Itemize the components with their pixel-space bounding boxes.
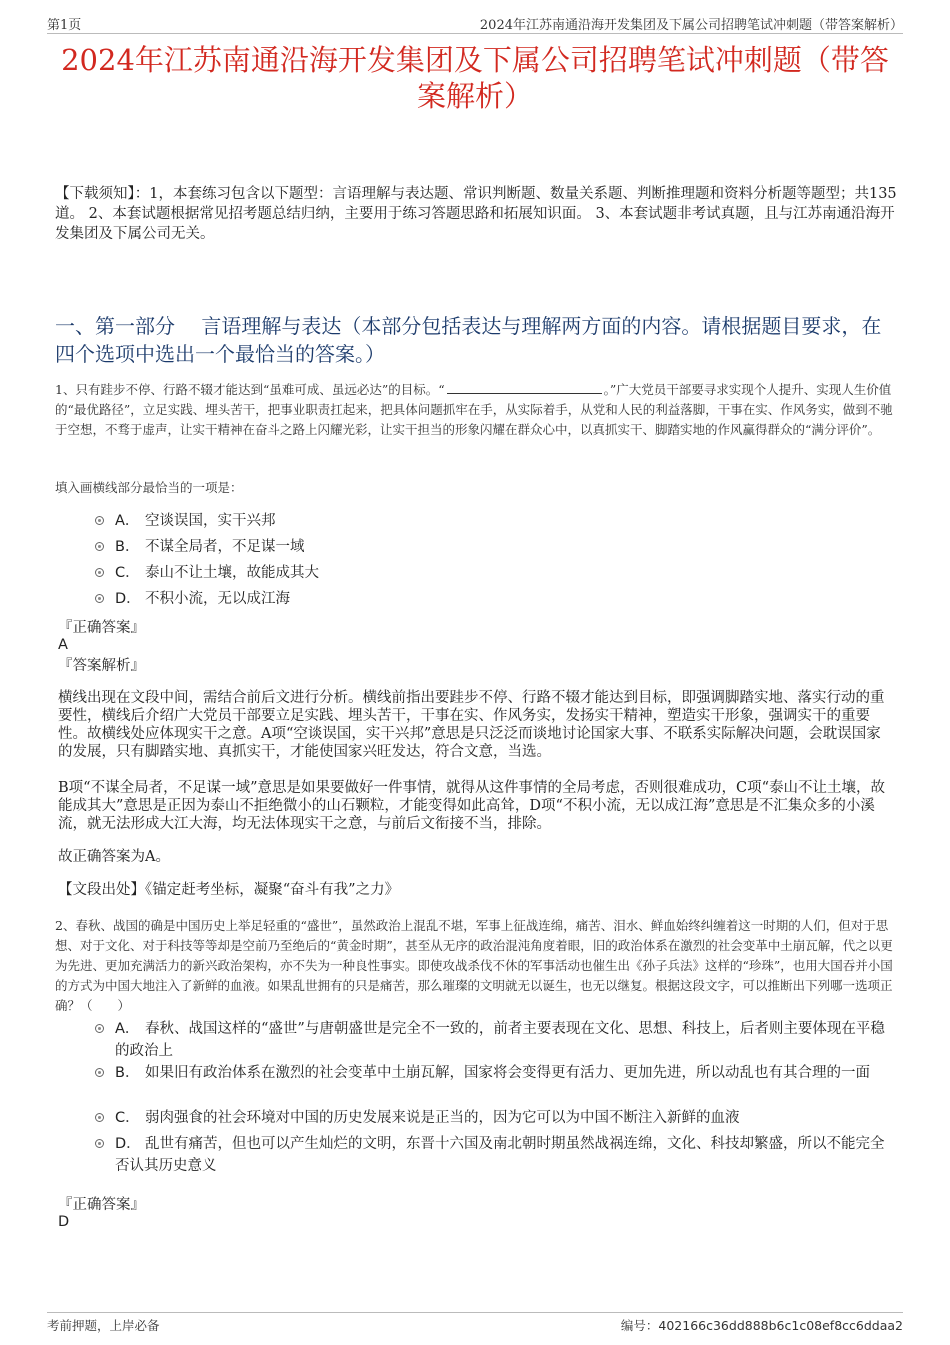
question-1-option-d[interactable]: D． 不积小流，无以成江海 [95, 588, 890, 610]
question-1-analysis-label: 『答案解析』 [58, 658, 145, 674]
question-1-stem-after: 。”广大党员干部要寻求实现个人提升、实现人生价值的“最优路径”，立足实践、埋头苦干，把事业职责扛起来，把具体问题抓牢在手，从实际着手，从党和人民的利益落脚，干事在实、作风务实，做到不驰于空想，不骛于虚声，让实干精神在奋斗之路上闪耀光彩，让实干担当的形象闪耀在群众心中，以真抓实干、脚踏实地的作风赢得群众的“满分评价”。 [55, 382, 893, 437]
question-1-option-b[interactable]: B． 不谋全局者，不足谋一域 [95, 536, 890, 558]
footer-code: 编号：402166c36dd888b6c1c08ef8cc6ddaa2 [620, 1318, 903, 1333]
radio-icon[interactable] [95, 542, 104, 551]
footer-slogan: 考前押题，上岸必备 [47, 1318, 160, 1333]
question-1-analysis-p1: 横线出现在文段中间，需结合前后文进行分析。横线前指出要跬步不停、行路不辍才能达到目标，即强调脚踏实地、落实行动的重要性，横线后介绍广大党员干部要立足实践、埋头苦干，干事在实、作风务实，发扬实干精神，塑造实干形象，强调实干的重要性。故横线处应体现实干之意。A项“空谈误国，实干兴邦”意思是只泛泛而谈地讨论国家大事、不联系实际解决问题，会耽误国家的发展，只有脚踏实地、真抓实干，才能使国家兴旺发达，符合文意，当选。 [58, 690, 885, 760]
question-2-option-a[interactable]: A． 春秋、战国这样的“盛世”与唐朝盛世是完全不一致的，前者主要表现在文化、思想、科技上，后者则主要体现在平稳的政治上 [95, 1018, 890, 1062]
question-1-analysis-p2: B项“不谋全局者，不足谋一域”意思是如果要做好一件事情，就得从这件事情的全局考虑，否则很难成功，C项“泰山不让土壤，故能成其大”意思是正因为泰山不拒绝微小的山石颗粒，才能变得如此高耸，D项“不积小流，无以成江海”意思是不汇集众多的小溪流，就无法形成大江大海，均无法体现实干之意，与前后文衔接不当，排除。 [58, 780, 885, 832]
question-2-option-b[interactable]: B． 如果旧有政治体系在激烈的社会变革中土崩瓦解，国家将会变得更有活力、更加先进，所以动乱也有其合理的一面 [95, 1062, 890, 1084]
page-number: 第1页 [47, 18, 82, 33]
question-1-option-c[interactable]: C． 泰山不让土壤，故能成其大 [95, 562, 890, 584]
radio-icon[interactable] [95, 594, 104, 603]
question-1-analysis-p3: 故正确答案为A。 [58, 849, 170, 865]
question-1-answer: A [58, 637, 68, 653]
question-1-option-a[interactable]: A． 空谈误国，实干兴邦 [95, 510, 890, 532]
radio-icon[interactable] [95, 1024, 104, 1033]
question-2-stem: 2、春秋、战国的确是中国历史上举足轻重的“盛世”，虽然政治上混乱不堪，军事上征战连绵，痛苦、泪水、鲜血始终纠缠着这一时期的人们，但对于思想、对于文化、对于科技等等却是空前乃至绝后的“黄金时期”，甚至从无序的政治混沌角度着眼，旧的政治体系在激烈的社会变革中土崩瓦解，代之以更为先进、更加充满活力的新兴政治架构，亦不失为一种良性事实。即使攻战杀伐不休的军事活动也催生出《孙子兵法》这样的“珍珠”，也用大国吞并小国的方式为中国大地注入了新鲜的血液。如果乱世拥有的只是痛苦，那么璀璨的文明就无以诞生，也无以继复。根据这段文字，可以推断出下列哪一选项正确？（ ） [55, 918, 893, 1013]
question-2-answer: D [58, 1214, 70, 1230]
download-notice: 【下载须知】：1，本套练习包含以下题型：言语理解与表达题、常识判断题、数量关系题、判断推理题和资料分析题等题型；共135道。 2、本套试题根据常见招考题总结归纳，主要用于练习答题思路和拓展知识面。 3、本套试题非考试真题，且与江苏南通沿海开发集团及下属公司无关。 [55, 186, 897, 242]
radio-icon[interactable] [95, 516, 104, 525]
radio-icon[interactable] [95, 1113, 104, 1122]
header-divider [47, 33, 903, 34]
question-1-stem [55, 380, 898, 440]
radio-icon[interactable] [95, 1139, 104, 1148]
question-2-option-d[interactable]: D． 乱世有痛苦，但也可以产生灿烂的文明，东晋十六国及南北朝时期虽然战祸连绵，文化、科技却繁盛，所以不能完全否认其历史意义 [95, 1133, 890, 1177]
page-header [47, 14, 903, 34]
radio-icon[interactable] [95, 568, 104, 577]
page-title: 2024年江苏南通沿海开发集团及下属公司招聘笔试冲刺题（带答案解析） [61, 43, 889, 113]
fill-blank [447, 381, 602, 394]
question-2-option-c[interactable]: C． 弱肉强食的社会环境对中国的历史发展来说是正当的，因为它可以为中国不断注入新鲜的血液 [95, 1107, 890, 1129]
question-2-answer-label: 『正确答案』 [58, 1197, 145, 1213]
header-doc-title: 2024年江苏南通沿海开发集团及下属公司招聘笔试冲刺题（带答案解析） [479, 18, 903, 33]
section-heading: 一、第一部分 言语理解与表达（本部分包括表达与理解两方面的内容。请根据题目要求，在四个选项中选出一个最恰当的答案。） [55, 314, 882, 366]
question-1-stem-before: 1、只有跬步不停、行路不辍才能达到“虽难可成、虽远必达”的目标。“ [55, 382, 445, 397]
question-1-source: 【文段出处】《锚定赶考坐标，凝聚“奋斗有我”之力》 [58, 882, 400, 898]
question-1-answer-label: 『正确答案』 [58, 620, 145, 636]
question-1-prompt: 填入画横线部分最恰当的一项是： [55, 480, 243, 495]
footer-divider [47, 1312, 903, 1313]
radio-icon[interactable] [95, 1068, 104, 1077]
